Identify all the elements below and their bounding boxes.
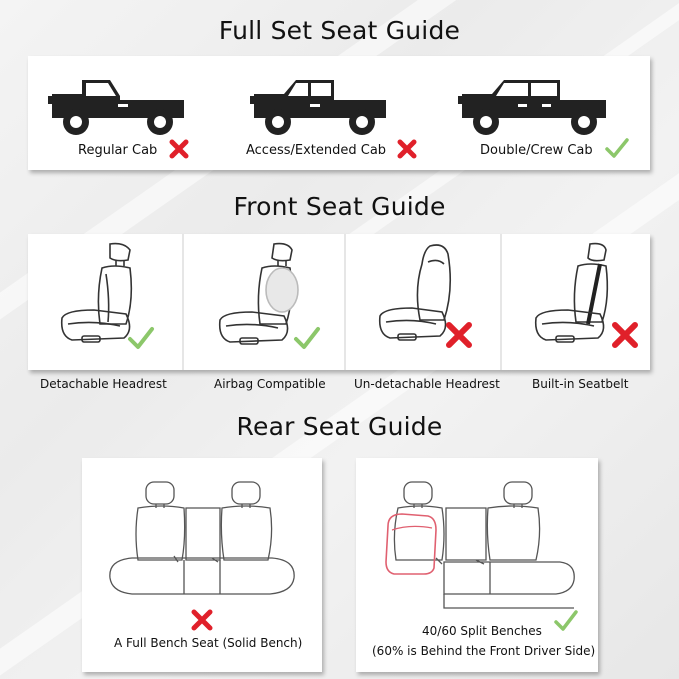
regular-cab-label: Regular Cab bbox=[78, 143, 158, 158]
check-mark-icon bbox=[292, 324, 322, 352]
airbag-compatible-label: Airbag Compatible bbox=[214, 377, 326, 391]
full-bench-seat-icon bbox=[102, 478, 302, 598]
full-set-title: Full Set Seat Guide bbox=[218, 16, 461, 45]
un-detachable-headrest-label: Un-detachable Headrest bbox=[354, 377, 500, 391]
crew-cab-truck-icon bbox=[458, 66, 612, 138]
split-bench-card bbox=[356, 458, 598, 672]
extended-cab-label: Access/Extended Cab bbox=[246, 143, 387, 158]
divider bbox=[182, 234, 184, 370]
x-mark-icon bbox=[444, 320, 474, 350]
full-bench-label: A Full Bench Seat (Solid Bench) bbox=[114, 636, 303, 650]
crew-cab-label: Double/Crew Cab bbox=[480, 143, 593, 158]
x-mark-icon bbox=[190, 608, 214, 632]
x-mark-icon bbox=[610, 320, 640, 350]
check-mark-icon bbox=[126, 324, 156, 352]
detachable-headrest-label: Detachable Headrest bbox=[40, 377, 167, 391]
extended-cab-truck-icon bbox=[250, 66, 392, 138]
split-bench-sublabel: (60% is Behind the Front Driver Side) bbox=[372, 644, 596, 658]
split-bench-label: 40/60 Split Benches bbox=[422, 624, 542, 638]
full-bench-card bbox=[82, 458, 322, 672]
check-mark-icon bbox=[552, 608, 580, 634]
regular-cab-truck-icon bbox=[48, 66, 190, 138]
split-bench-seat-icon bbox=[380, 478, 580, 616]
divider bbox=[344, 234, 346, 370]
divider bbox=[500, 234, 502, 370]
check-mark-icon bbox=[604, 136, 630, 160]
x-mark-icon bbox=[396, 138, 418, 160]
rear-seat-title: Rear Seat Guide bbox=[236, 412, 443, 441]
built-in-seatbelt-label: Built-in Seatbelt bbox=[532, 377, 629, 391]
full-set-card bbox=[28, 56, 650, 170]
x-mark-icon bbox=[168, 138, 190, 160]
front-seat-title: Front Seat Guide bbox=[233, 192, 446, 221]
front-seat-card bbox=[28, 234, 650, 370]
